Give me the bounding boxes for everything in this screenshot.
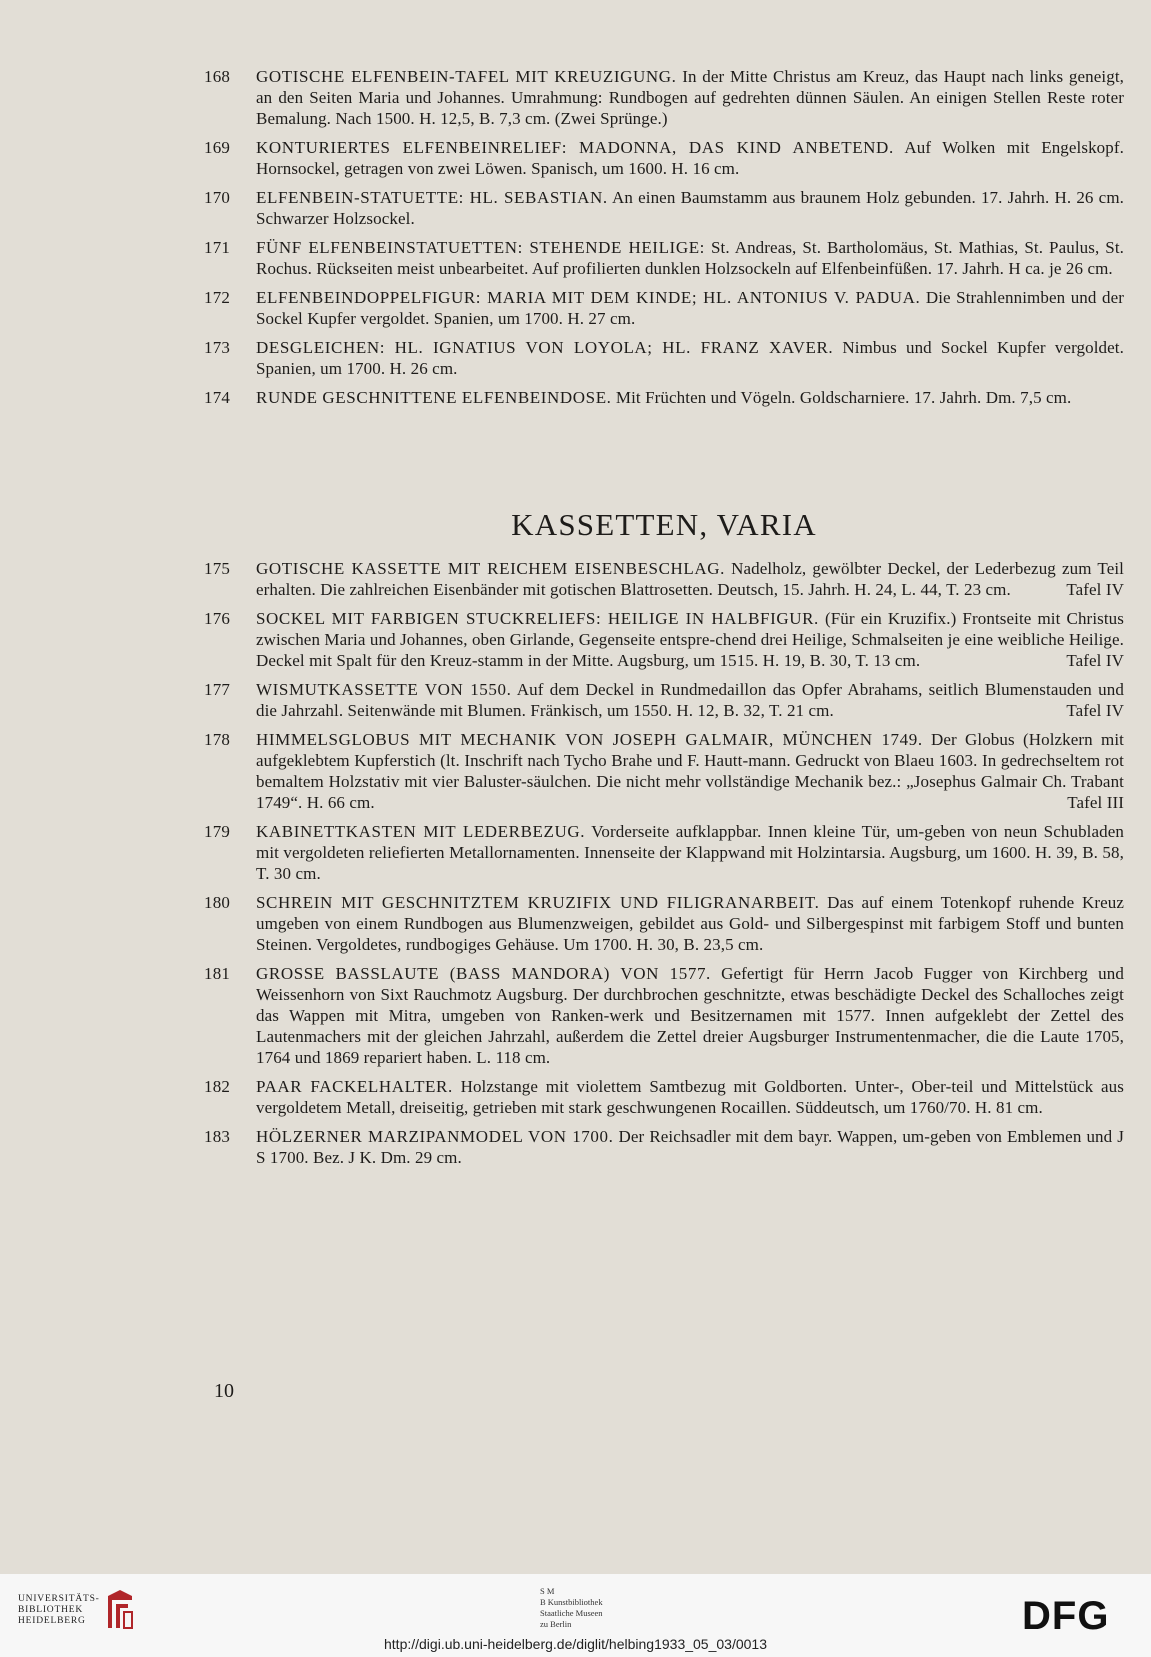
catalog-entry [204, 137, 1124, 179]
catalog-entry [204, 729, 1124, 813]
entry-text: In der Mitte Christus am Kreuz, das Haupt nach links geneigt, an den Seiten Maria und Johannes. Umrahmung: Rundbogen auf gedrehten dünnen Säulen. An einigen Stellen Reste roter Bemalung. Nach 1500. H. 12,5, B. 7,3 cm. (Zwei Sprünge.) [256, 67, 1124, 128]
entry-text: Die Strahlennimben und der Sockel Kupfer vergoldet. Spanien, um 1700. H. 27 cm. [256, 288, 1124, 328]
catalog-entry [204, 1126, 1124, 1168]
entry-description [256, 66, 1124, 129]
entry-title: HIMMELSGLOBUS MIT MECHANIK VON JOSEPH GALMAIR, MÜNCHEN 1749. [256, 730, 923, 749]
catalog-entry [204, 66, 1124, 129]
entry-text: (Für ein Kruzifix.) Frontseite mit Christus zwischen Maria und Johannes, oben Girlande, Gegenseite entspre-chend drei Heilige, Schmalseiten je eine weibliche Heilige. Deckel mit Spalt für den Kreuz-stamm in der Mitte. Augsburg, um 1515. H. 19, B. 30, T. 13 cm. [256, 609, 1125, 670]
entry-title: KABINETTKASTEN MIT LEDERBEZUG. [256, 822, 586, 841]
entry-title: GOTISCHE ELFENBEIN-TAFEL MIT KREUZIGUNG. [256, 67, 677, 86]
entry-text: St. Andreas, St. Bartholomäus, St. Mathias, St. Paulus, St. Rochus. Rückseiten meist unbearbeitet. Auf profilierten dunklen Holzsockeln auf Elfenbeinfüßen. 17. Jahrh. H ca. je 26 cm. [256, 238, 1124, 278]
library-logo-icon[interactable] [104, 1588, 136, 1632]
page-number: 10 [214, 1380, 234, 1402]
catalog-entry [204, 387, 1124, 408]
catalog-entry [204, 892, 1124, 955]
entry-description [256, 1076, 1124, 1118]
section-heading: KASSETTEN, VARIA [511, 507, 817, 542]
catalog-entry [204, 1076, 1124, 1118]
entry-number: 169 [204, 138, 231, 157]
entry-title: SOCKEL MIT FARBIGEN STUCKRELIEFS: HEILIGE IN HALBFIGUR. [256, 609, 819, 628]
plate-reference: Tafel IV [1066, 701, 1124, 720]
entry-description [256, 387, 1124, 408]
dfg-logo[interactable]: DFG [1022, 1594, 1110, 1638]
permalink-url[interactable]: http://digi.ub.uni-heidelberg.de/diglit/helbing1933_05_03/0013 [384, 1636, 767, 1652]
plate-reference: Tafel IV [1066, 580, 1124, 599]
entry-number: 183 [204, 1127, 231, 1146]
entry-description [256, 963, 1124, 1068]
entry-description [256, 679, 1124, 721]
entry-text: Das auf einem Totenkopf ruhende Kreuz umgeben von einem Rundbogen aus Blumenzweigen, gebildet aus Gold- und Silbergespinst mit farbigem Stoff und bunten Steinen. Vergoldetes, rundbogiges Gehäuse. Um 1700. H. 30, B. 23,5 cm. [256, 893, 1124, 954]
entry-description [256, 287, 1124, 329]
entry-text: Gefertigt für Herrn Jacob Fugger von Kirchberg und Weissenhorn von Sixt Rauchmotz Augsburg. Der durchbrochen geschnitzte, etwas beschädigte Deckel des Schalloches zeigt das Wappen mit Mitra, umgeben von Ranken-werk und Besitzernamen mit 1577. Innen aufgeklebt der Zettel des Lautenmachers mit der gleichen Jahrzahl, außerdem die Zettel dreier Augsburger Instrumentenmacher, die die Laute 1705, 1764 und 1869 repariert haben. L. 118 cm. [256, 964, 1124, 1067]
entry-number: 177 [204, 680, 231, 699]
entry-text: Auf Wolken mit Engelskopf. Hornsockel, getragen von zwei Löwen. Spanisch, um 1600. H. 16 cm. [256, 138, 1124, 178]
entry-description [256, 558, 1124, 600]
catalog-entry [204, 187, 1124, 229]
entry-title: FÜNF ELFENBEINSTATUETTEN: STEHENDE HEILIGE: [256, 238, 706, 257]
entry-description [256, 608, 1124, 671]
catalog-entry [204, 821, 1124, 884]
entry-number: 172 [204, 288, 231, 307]
catalog-entry [204, 558, 1124, 600]
entry-title: RUNDE GESCHNITTENE ELFENBEINDOSE. [256, 388, 612, 407]
entry-number: 179 [204, 822, 231, 841]
entry-description [256, 137, 1124, 179]
entry-number: 170 [204, 188, 231, 207]
entry-title: GROSSE BASSLAUTE (BASS MANDORA) VON 1577. [256, 964, 711, 983]
catalog-entry [204, 337, 1124, 379]
entry-number: 171 [204, 238, 231, 257]
entry-text: Nadelholz, gewölbter Deckel, der Lederbezug zum Teil erhalten. Die zahlreichen Eisenbänder mit gotischen Blattrosetten. Deutsch, 15. Jahrh. H. 24, L. 44, T. 23 cm. [256, 559, 1124, 599]
entry-text: Mit Früchten und Vögeln. Goldscharniere. 17. Jahrh. Dm. 7,5 cm. [615, 388, 1072, 407]
entry-text: Nimbus und Sockel Kupfer vergoldet. Spanien, um 1700. H. 26 cm. [256, 338, 1124, 378]
entry-number: 181 [204, 964, 231, 983]
entry-description [256, 1126, 1124, 1168]
entry-number: 168 [204, 67, 231, 86]
entry-text: Der Reichsadler mit dem bayr. Wappen, um-geben von Emblemen und J S 1700. Bez. J K. Dm. 29 cm. [256, 1127, 1125, 1167]
catalog-entry [204, 608, 1124, 671]
entry-title: GOTISCHE KASSETTE MIT REICHEM EISENBESCHLAG. [256, 559, 726, 578]
catalog-entry [204, 679, 1124, 721]
entry-text: Vorderseite aufklappbar. Innen kleine Tür, um-geben von neun Schubladen mit vergoldeten reliefierten Metallornamenten. Innenseite der Klappwand mit Holzintarsia. Augsburg, um 1600. H. 39, B. 58, T. 30 cm. [256, 822, 1124, 883]
entry-text: An einen Baumstamm aus braunem Holz gebunden. 17. Jahrh. H. 26 cm. Schwarzer Holzsockel. [256, 188, 1124, 228]
entry-title: KONTURIERTES ELFENBEINRELIEF: MADONNA, DAS KIND ANBETEND. [256, 138, 894, 157]
entry-number: 180 [204, 893, 231, 912]
entries-bottom [204, 558, 1124, 1176]
entry-description [256, 821, 1124, 884]
library-name[interactable]: UNIVERSITÄTS- BIBLIOTHEK HEIDELBERG [18, 1594, 100, 1626]
entry-description [256, 729, 1124, 813]
entry-number: 182 [204, 1077, 231, 1096]
entries-top [204, 66, 1124, 416]
entry-number: 173 [204, 338, 231, 357]
entry-text: Holzstange mit violettem Samtbezug mit Goldborten. Unter-, Ober-teil und Mittelstück aus vergoldetem Metall, dreiseitig, getrieben mit stark geschwungenen Rocaillen. Süddeutsch, um 1760/70. H. 81 cm. [256, 1077, 1124, 1117]
entry-number: 174 [204, 388, 231, 407]
museum-stamp: S M B Kunstbibliothek Staatliche Museen zu Berlin [540, 1586, 603, 1629]
footer-bar [0, 1574, 1151, 1657]
entry-description [256, 187, 1124, 229]
entry-description [256, 337, 1124, 379]
entry-title: WISMUTKASSETTE VON 1550. [256, 680, 512, 699]
entry-number: 176 [204, 609, 231, 628]
entry-text: Der Globus (Holzkern mit aufgeklebtem Kupferstich (lt. Inschrift nach Tycho Brahe und F. Hautt-mann. Gedruckt von Blaeu 1603. In gedrechseltem rot bemaltem Holzstativ mit vier Baluster-säulchen. Die nicht mehr vollständige Mechanik bez.: „Josephus Galmair Ch. Trabant 1749“. H. 66 cm. [256, 730, 1125, 812]
entry-title: PAAR FACKELHALTER. [256, 1077, 453, 1096]
plate-reference: Tafel III [1067, 793, 1124, 812]
entry-text: Auf dem Deckel in Rundmedaillon das Opfer Abrahams, seitlich Blumenstauden und die Jahrzahl. Seitenwände mit Blumen. Fränkisch, um 1550. H. 12, B. 32, T. 21 cm. [256, 680, 1124, 720]
entry-description [256, 892, 1124, 955]
entry-description [256, 237, 1124, 279]
catalog-entry [204, 237, 1124, 279]
plate-reference: Tafel IV [1066, 651, 1124, 670]
entry-number: 178 [204, 730, 231, 749]
entry-title: ELFENBEINDOPPELFIGUR: MARIA MIT DEM KINDE; HL. ANTONIUS V. PADUA. [256, 288, 921, 307]
catalog-entry [204, 963, 1124, 1068]
entry-title: SCHREIN MIT GESCHNITZTEM KRUZIFIX UND FILIGRANARBEIT. [256, 893, 820, 912]
entry-title: DESGLEICHEN: HL. IGNATIUS VON LOYOLA; HL. FRANZ XAVER. [256, 338, 834, 357]
catalog-entry [204, 287, 1124, 329]
entry-number: 175 [204, 559, 231, 578]
entry-title: HÖLZERNER MARZIPANMODEL VON 1700. [256, 1127, 614, 1146]
entry-title: ELFENBEIN-STATUETTE: HL. SEBASTIAN. [256, 188, 608, 207]
